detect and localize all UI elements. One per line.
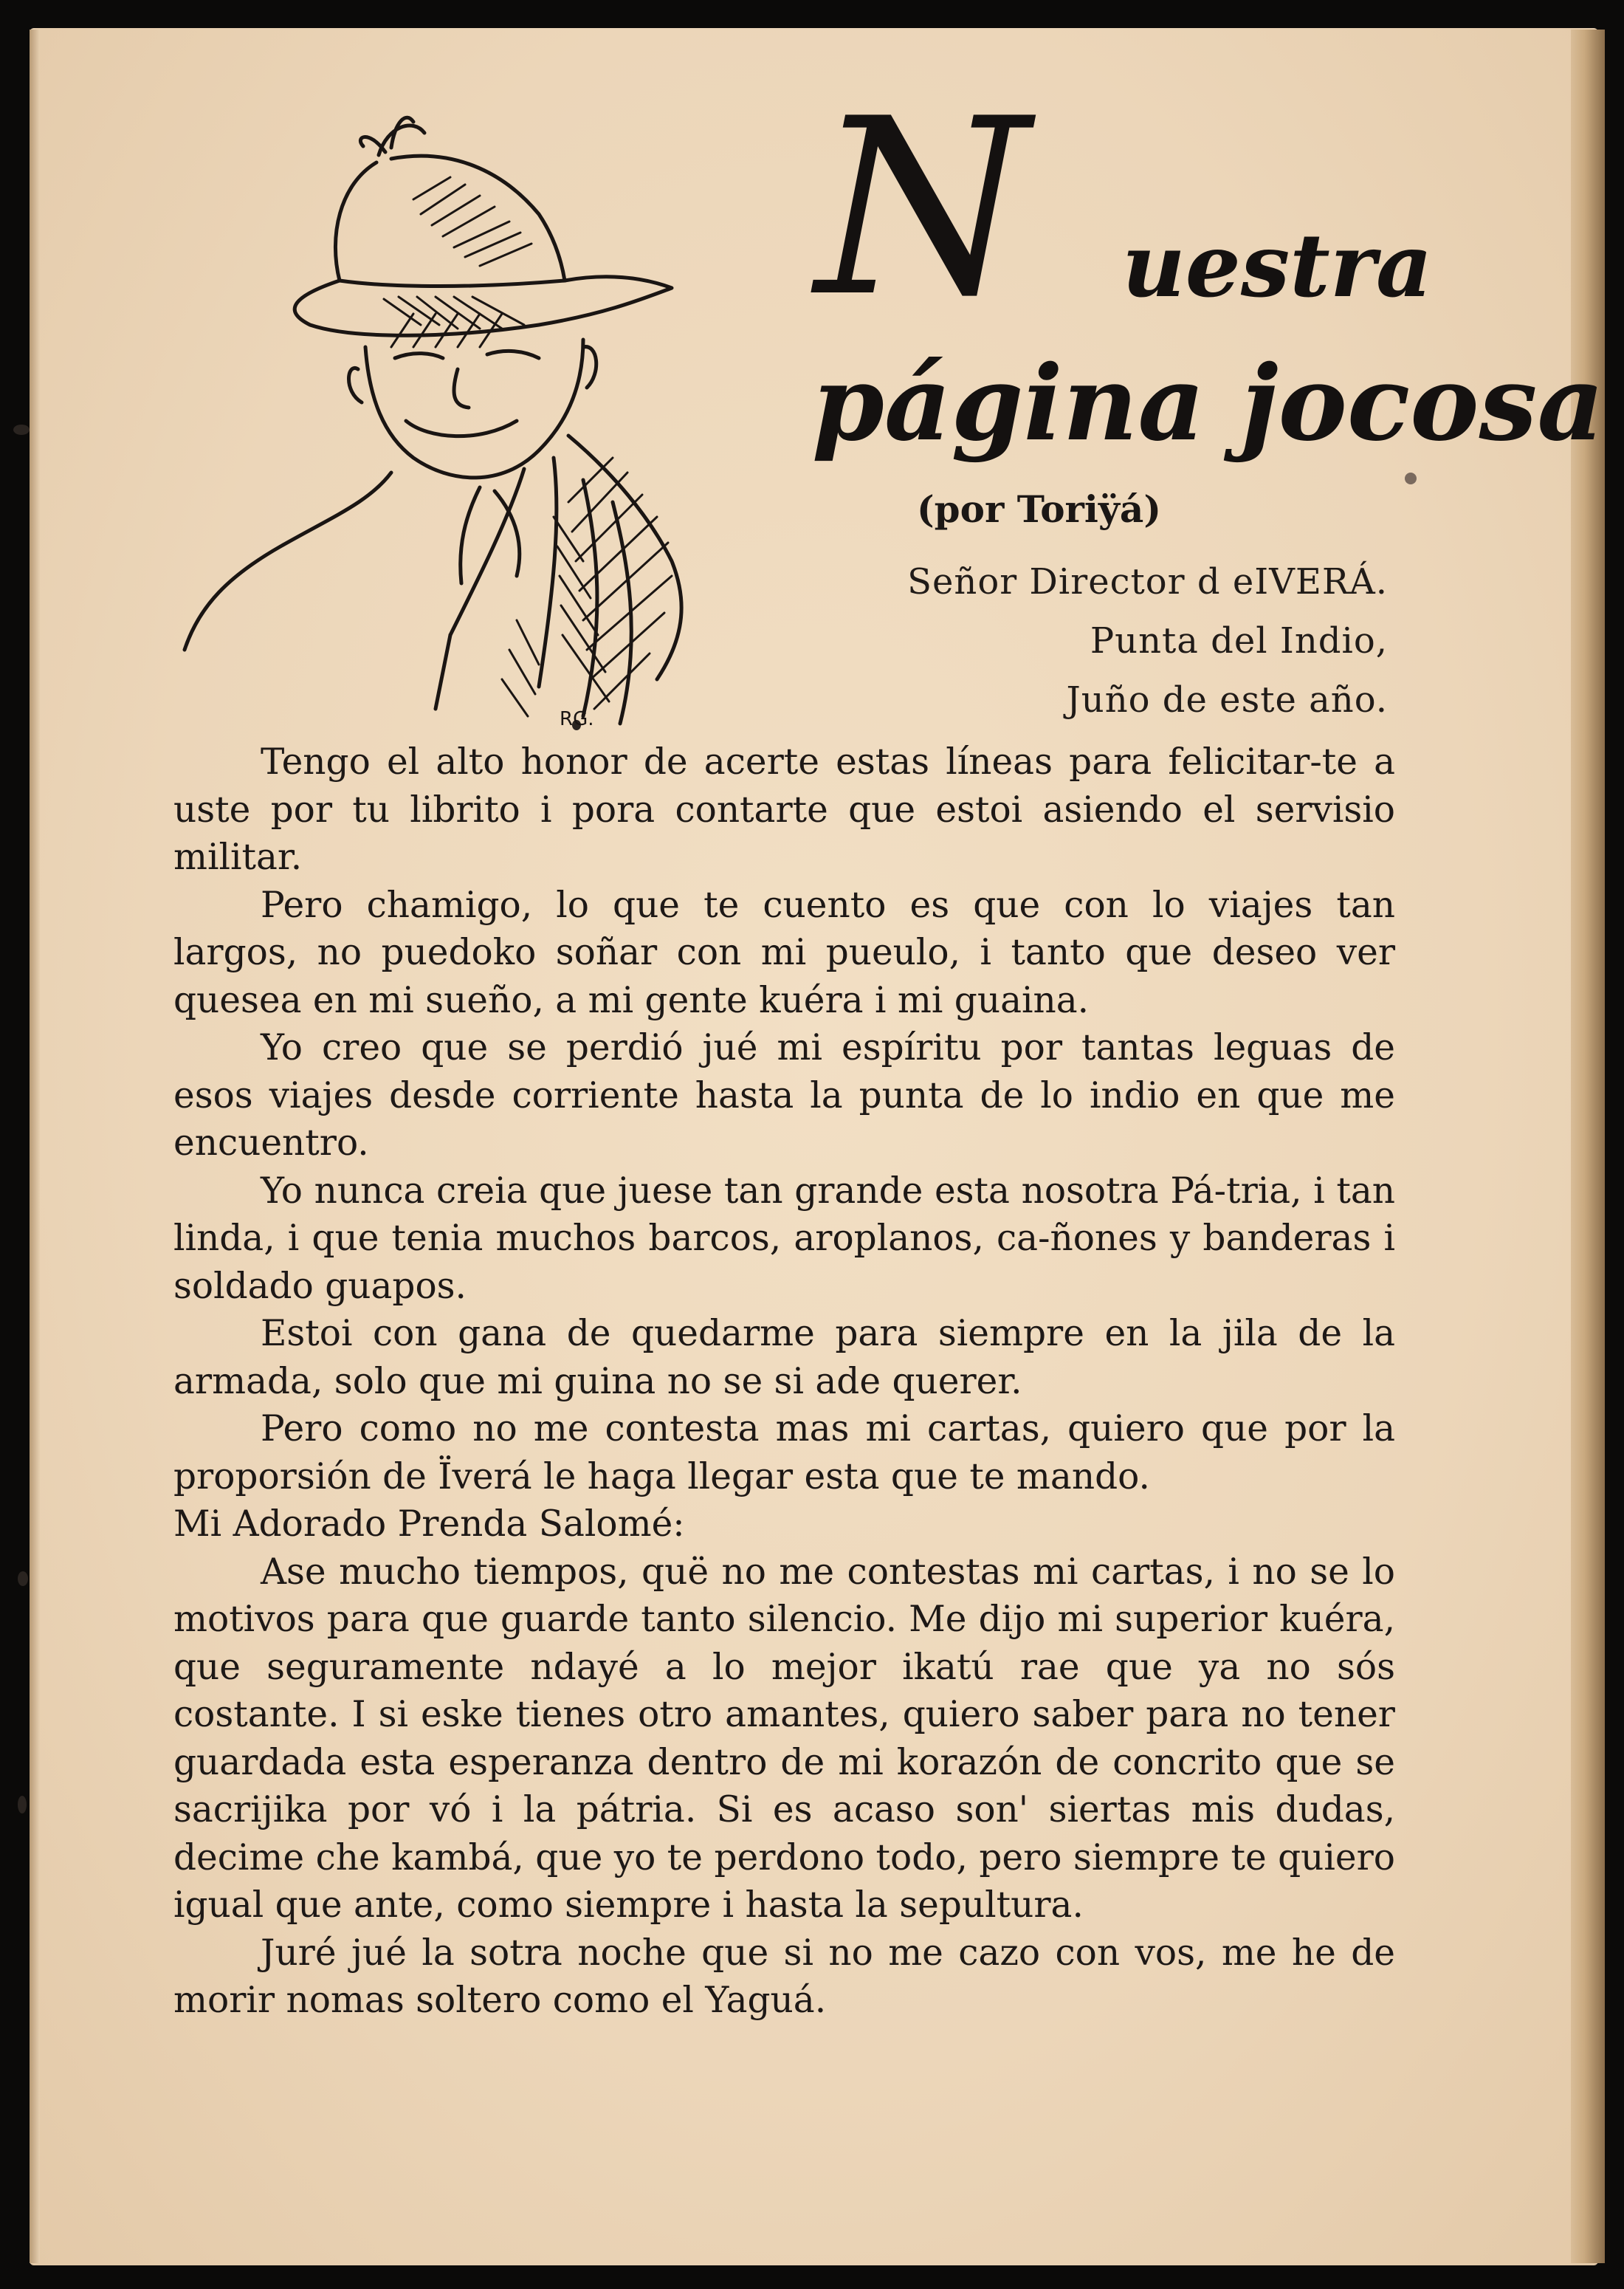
byline: (por Toriÿá) bbox=[917, 487, 1161, 531]
paragraph: Pero como no me contesta mas mi cartas, quiero que por la proporsión de Ïverá le haga llegar esta que te mando. bbox=[173, 1408, 1395, 1497]
paragraph: Juré jué la sotra noche que si no me cazo con vos, me he de morir nomas soltero como el Yaguá. bbox=[173, 1932, 1395, 2021]
address-line-3: Juño de este año. bbox=[1066, 679, 1388, 721]
binding-mark bbox=[18, 1796, 27, 1813]
paragraph: Yo creo que se perdió jué mi espíritu por tantas leguas de esos viajes desde corriente hasta la punta de lo indio en que me encuentro. bbox=[173, 1027, 1395, 1164]
paragraph: Ase mucho tiempos, quë no me contestas mi cartas, i no se lo motivos para que guarde tanto silencio. Me dijo mi superior kuéra, que seguramente ndayé a lo mejor ikatú rae que ya no sós costante. I si eske tienes otro amantes, quiero saber para no tener guardada esta esperanza dentro de mi korazón de concrito que se sacrijika por vó i la pátria. Si es acaso son' siertas mis dudas, decime che kambá, que yo te perdono todo, pero siempre te quiero igual que ante, como siempre i hasta la sepultura. bbox=[173, 1551, 1395, 1926]
artist-signature: RG. bbox=[560, 708, 594, 730]
address-line-2: Punta del Indio, bbox=[1090, 620, 1388, 662]
page-title bbox=[812, 66, 1605, 509]
paragraph: Pero chamigo, lo que te cuento es que con lo viajes tan largos, no puedoko soñar con mi pueulo, i tanto que deseo ver quesea en mi sueño, a mi gente kuéra i mi guaina. bbox=[173, 884, 1395, 1021]
paragraph: Estoi con gana de quedarme para siempre en la jila de la armada, solo que mi guina no se si ade querer. bbox=[173, 1313, 1395, 1402]
ink-spot bbox=[1405, 473, 1417, 484]
page-left-edge bbox=[30, 30, 40, 2263]
article-body bbox=[173, 738, 1395, 2025]
paragraph: Tengo el alto honor de acerte estas líneas para felicitar-te a uste por tu librito i pora contarte que estoi asiendo el servisio militar. bbox=[173, 741, 1395, 878]
title-line-1: uestra bbox=[1122, 214, 1433, 317]
letter-salutation: Mi Adorado Prenda Salomé: bbox=[173, 1503, 685, 1545]
sketch-man-hat-icon bbox=[170, 103, 805, 738]
address-line-1: Señor Director d eIVERÁ. bbox=[907, 561, 1388, 603]
title-line-2: página jocosa bbox=[812, 343, 1605, 464]
paragraph: Yo nunca creia que juese tan grande esta nosotra Pá-tria, i tan linda, i que tenia muchos barcos, aroplanos, ca-ñones y banderas i soldado guapos. bbox=[173, 1170, 1395, 1307]
binding-mark bbox=[18, 1571, 28, 1586]
title-initial: N bbox=[816, 66, 1029, 350]
binding-mark bbox=[13, 425, 30, 435]
